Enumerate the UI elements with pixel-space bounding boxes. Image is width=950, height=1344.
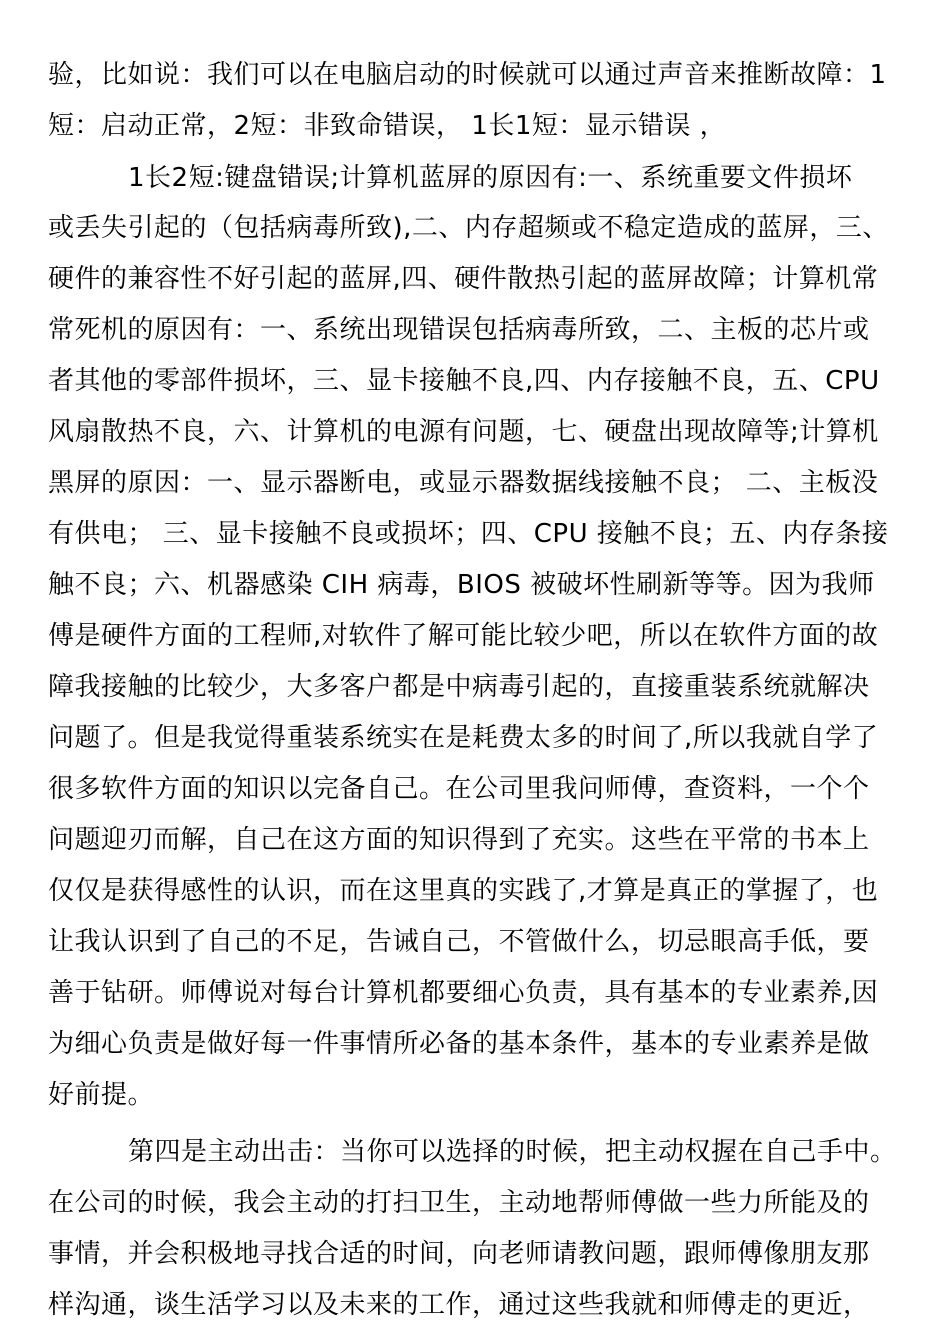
- text-line: 很多软件方面的知识以完备自己。在公司里我问师傅，查资料，一个个: [48, 774, 870, 804]
- paragraph-start-line: 1长2短:键盘错误;计算机蓝屏的原因有:一、系统重要文件损坏: [128, 163, 853, 193]
- paragraph-start-line: 第四是主动出击：当你可以选择的时候，把主动权握在自己手中。: [128, 1137, 897, 1167]
- text-line: 验，比如说：我们可以在电脑启动的时候就可以通过声音来推断故障：1: [48, 60, 887, 90]
- text-line: 短：启动正常，2短：非致命错误， 1长1短：显示错误 ，: [48, 111, 727, 141]
- text-line: 黑屏的原因：一、显示器断电，或显示器数据线接触不良； 二、主板没: [48, 468, 879, 498]
- text-line: 有供电； 三、显卡接触不良或损坏；四、CPU 接触不良；五、内存条接: [48, 519, 889, 549]
- text-line: 或丢失引起的（包括病毒所致),二、内存超频或不稳定造成的蓝屏，三、: [48, 213, 889, 243]
- text-line: 问题迎刃而解，自己在这方面的知识得到了充实。这些在平常的书本上: [48, 825, 870, 855]
- text-line: 问题了。但是我觉得重装系统实在是耗费太多的时间了,所以我就自学了: [48, 723, 879, 753]
- text-line: 好前提。: [48, 1080, 155, 1110]
- text-line: 样沟通，谈生活学习以及未来的工作，通过这些我就和师傅走的更近，: [48, 1290, 870, 1320]
- text-line: 风扇散热不良，六、计算机的电源有问题，七、硬盘出现故障等;计算机: [48, 417, 879, 447]
- text-line: 让我认识到了自己的不足，告诫自己，不管做什么，切忌眼高手低，要: [48, 927, 870, 957]
- text-line: 善于钻研。师傅说对每台计算机都要细心负责，具有基本的专业素养,因: [48, 978, 879, 1008]
- text-line: 常死机的原因有：一、系统出现错误包括病毒所致，二、主板的芯片或: [48, 315, 870, 345]
- text-line: 硬件的兼容性不好引起的蓝屏,四、硬件散热引起的蓝屏故障；计算机常: [48, 264, 879, 294]
- text-line: 障我接触的比较少，大多客户都是中病毒引起的，直接重装系统就解决: [48, 672, 870, 702]
- text-line: 事情，并会积极地寻找合适的时间，向老师请教问题，跟师傅像朋友那: [48, 1239, 870, 1269]
- text-line: 仅仅是获得感性的认识，而在这里真的实践了,才算是真正的掌握了，也: [48, 876, 879, 906]
- text-line: 触不良；六、机器感染 CIH 病毒，BIOS 被破坏性刷新等等。因为我师: [48, 570, 875, 600]
- text-line: 傅是硬件方面的工程师,对软件了解可能比较少吧，所以在软件方面的故: [48, 621, 879, 651]
- text-line: 在公司的时候，我会主动的打扫卫生，主动地帮师傅做一些力所能及的: [48, 1188, 870, 1218]
- text-line: 者其他的零部件损坏，三、显卡接触不良,四、内存接触不良，五、CPU: [48, 366, 880, 396]
- text-line: 为细心负责是做好每一件事情所必备的基本条件，基本的专业素养是做: [48, 1029, 870, 1059]
